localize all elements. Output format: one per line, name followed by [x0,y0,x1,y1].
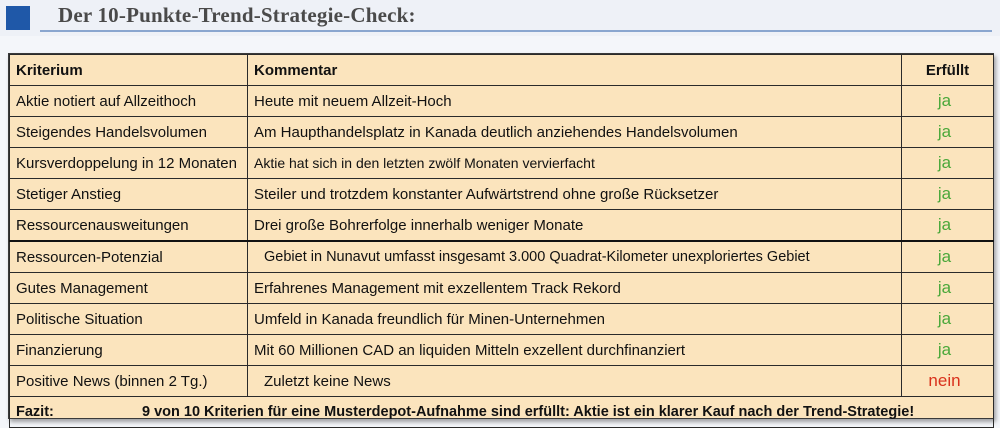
table-row [10,210,994,242]
cell-kommentar: Mit 60 Millionen CAD an liquiden Mitteln exzellent durchfinanziert [248,335,902,366]
cell-kommentar: Aktie hat sich in den letzten zwölf Monaten vervierfacht [248,148,902,179]
column-header-erfuellt: Erfüllt [902,55,994,86]
table-row [10,148,994,179]
table-row [10,117,994,148]
fazit-cell [10,397,994,428]
table-row [10,335,994,366]
cell-erfuellt: ja [902,241,994,273]
cell-kriterium: Steigendes Handelsvolumen [10,117,248,148]
cell-kommentar: Steiler und trotzdem konstanter Aufwärtstrend ohne große Rücksetzer [248,179,902,210]
cell-kommentar: Am Haupthandelsplatz in Kanada deutlich anziehendes Handelsvolumen [248,117,902,148]
cell-erfuellt: ja [902,148,994,179]
criteria-table-container [8,53,994,419]
page-title: Der 10-Punkte-Trend-Strategie-Check: [58,3,416,27]
cell-kommentar: Erfahrenes Management mit exzellentem Track Rekord [248,273,902,304]
cell-kommentar: Umfeld in Kanada freundlich für Minen-Unternehmen [248,304,902,335]
cell-kriterium: Ressourcenausweitungen [10,210,248,242]
cell-kriterium: Ressourcen-Potenzial [10,241,248,273]
table-row [10,304,994,335]
fazit-row [10,397,994,428]
cell-kriterium: Politische Situation [10,304,248,335]
column-header-kriterium: Kriterium [10,55,248,86]
cell-kriterium: Finanzierung [10,335,248,366]
header [0,0,1000,36]
cell-erfuellt: nein [902,366,994,397]
cell-erfuellt: ja [902,179,994,210]
cell-kommentar: Drei große Bohrerfolge innerhalb weniger Monate [248,210,902,242]
table-row [10,273,994,304]
column-header-kommentar: Kommentar [248,55,902,86]
table-row [10,86,994,117]
table-row [10,366,994,397]
cell-erfuellt: ja [902,86,994,117]
cell-kommentar: Gebiet in Nunavut umfasst insgesamt 3.000 Quadrat-Kilometer unexploriertes Gebiet [248,241,902,273]
cell-erfuellt: ja [902,335,994,366]
fazit-label: Fazit: [16,404,54,420]
cell-erfuellt: ja [902,273,994,304]
cell-kriterium: Stetiger Anstieg [10,179,248,210]
cell-kriterium: Kursverdoppelung in 12 Monaten [10,148,248,179]
header-accent-square [6,6,30,30]
cell-kriterium: Aktie notiert auf Allzeithoch [10,86,248,117]
criteria-table [9,54,994,428]
fazit-text: 9 von 10 Kriterien für eine Musterdepot-Aufnahme sind erfüllt: Aktie ist ein klarer Kauf nach der Trend-Strategie! [142,404,915,420]
cell-kommentar: Zuletzt keine News [248,366,902,397]
cell-kriterium: Gutes Management [10,273,248,304]
table-header-row [10,55,994,86]
cell-erfuellt: ja [902,304,994,335]
header-divider [40,30,992,32]
cell-kriterium: Positive News (binnen 2 Tg.) [10,366,248,397]
table-row [10,241,994,273]
cell-erfuellt: ja [902,210,994,242]
cell-erfuellt: ja [902,117,994,148]
table-row [10,179,994,210]
cell-kommentar: Heute mit neuem Allzeit-Hoch [248,86,902,117]
